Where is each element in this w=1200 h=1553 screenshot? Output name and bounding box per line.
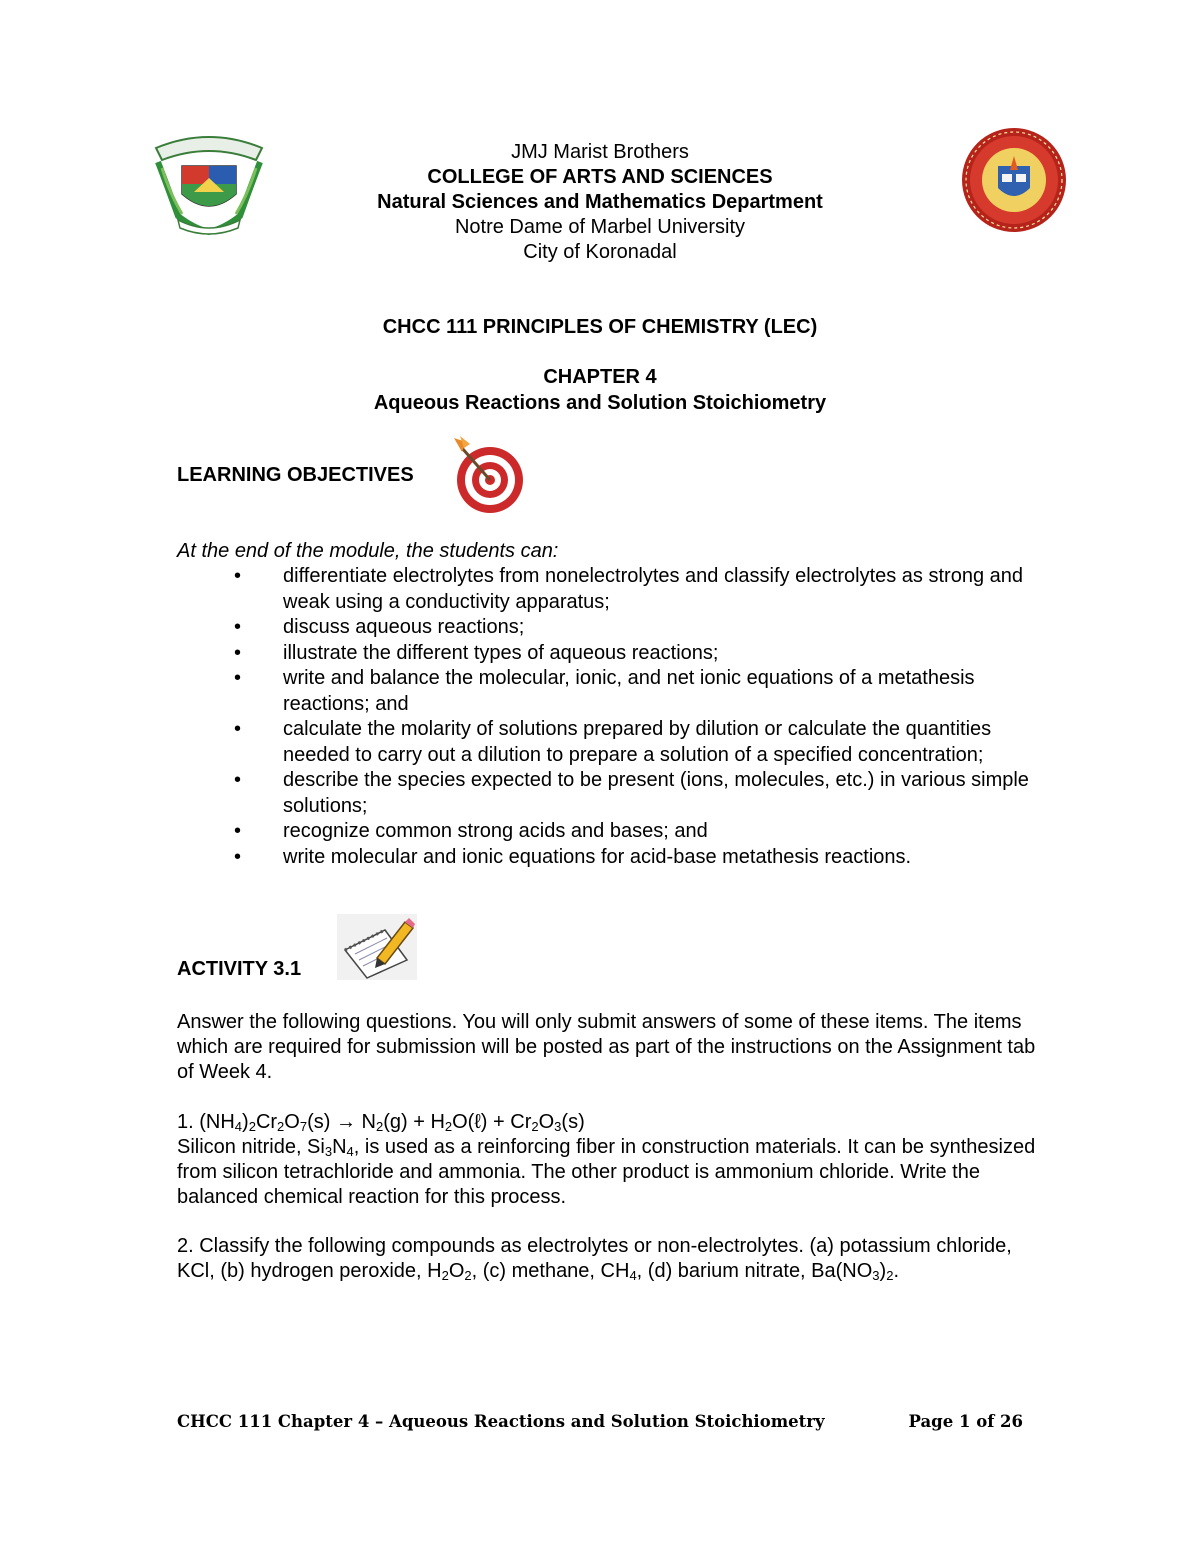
activity-heading: ACTIVITY 3.1 (177, 958, 302, 980)
header-college: COLLEGE OF ARTS AND SCIENCES (427, 166, 773, 188)
chapter-heading (200, 364, 1000, 416)
objective-text: calculate the molarity of solutions prepared by dilution or calculate the quantities needed to carry out a dilution to prepare a solution of a specified concentration; (283, 718, 992, 766)
objective-item (177, 768, 1037, 819)
notepad-pencil-icon (337, 914, 417, 980)
header-city: City of Koronadal (523, 241, 677, 263)
footer-title: CHCC 111 Chapter 4 – Aqueous Reactions and Solution Stoichiometry (177, 1412, 825, 1431)
objective-text: illustrate the different types of aqueous reactions; (283, 641, 719, 664)
objective-text: write and balance the molecular, ionic, and net ionic equations of a metathesis reactions; and (283, 667, 975, 715)
chapter-number: CHAPTER 4 (543, 366, 657, 388)
objective-text: describe the species expected to be present (ions, molecules, etc.) in various simple solutions; (283, 769, 1029, 817)
question-2: 2. Classify the following compounds as electrolytes or non-electrolytes. (a) potassium chloride, KCl, (b) hydrogen peroxide, $H_2O_2$, (c) methane, $CH_4$, (d) barium nitrate, $Ba(NO_3)_2$. (177, 1235, 1012, 1283)
objective-item (177, 819, 1037, 845)
chapter-title: Aqueous Reactions and Solution Stoichiometry (373, 392, 827, 414)
header-university: Notre Dame of Marbel University (454, 216, 746, 238)
bullet: • (234, 565, 242, 587)
objective-text: discuss aqueous reactions; (283, 616, 525, 638)
institution-header (200, 140, 1000, 265)
objective-text: differentiate electrolytes from nonelectrolytes and classify electrolytes as strong and weak using a conductivity apparatus; (283, 565, 1023, 613)
bullet: • (234, 667, 242, 689)
objective-text: write molecular and ionic equations for acid-base metathesis reactions. (283, 845, 912, 868)
target-icon (448, 434, 528, 516)
bullet: • (234, 845, 242, 868)
bullet: • (234, 718, 242, 740)
learning-objectives-heading: LEARNING OBJECTIVES (177, 464, 414, 486)
objective-item (177, 615, 1037, 641)
header-line-1: JMJ Marist Brothers (511, 141, 689, 163)
objective-text: recognize common strong acids and bases; and (283, 820, 708, 842)
objective-item (177, 717, 1037, 768)
question-1 (177, 1110, 1037, 1210)
objectives-list (177, 564, 1037, 870)
bullet: • (234, 616, 242, 638)
objectives-intro: At the end of the module, the students can: (177, 540, 559, 562)
question-1-equation: 1. $(NH_4)_2Cr_2O_7(s) \to N_2(g)$ + $H_2O(\ell) + Cr_2O_3(s)$ (177, 1111, 585, 1134)
objective-item (177, 564, 1037, 615)
bullet: • (234, 820, 242, 842)
course-title: CHCC 111 PRINCIPLES OF CHEMISTRY (LEC) (382, 316, 818, 338)
objective-item (177, 845, 1037, 871)
activity-instructions: Answer the following questions. You will only submit answers of some of these items. The items which are required for submission will be posted as part of the instructions on the Assignment tab of Week 4. (177, 1011, 1036, 1083)
header-department: Natural Sciences and Mathematics Department (377, 191, 823, 213)
bullet: • (234, 641, 242, 664)
question-1-text: Silicon nitride, $Si_3N_4$, is used as a reinforcing fiber in construction materials. It can be synthesized from silicon tetrachloride and ammonia. The other product is ammonium chloride. Write the balanced chemical reaction for this process. (177, 1136, 1036, 1208)
footer-page-number: Page 1 of 26 (908, 1412, 1023, 1431)
objective-item (177, 666, 1037, 717)
objective-item (177, 641, 1037, 667)
bullet: • (234, 769, 242, 791)
chemical-equation: $(NH_4)_2Cr_2O_7(s) \to N_2(g)$ + $H_2O(\ell) + Cr_2O_3(s)$ (199, 1111, 585, 1134)
